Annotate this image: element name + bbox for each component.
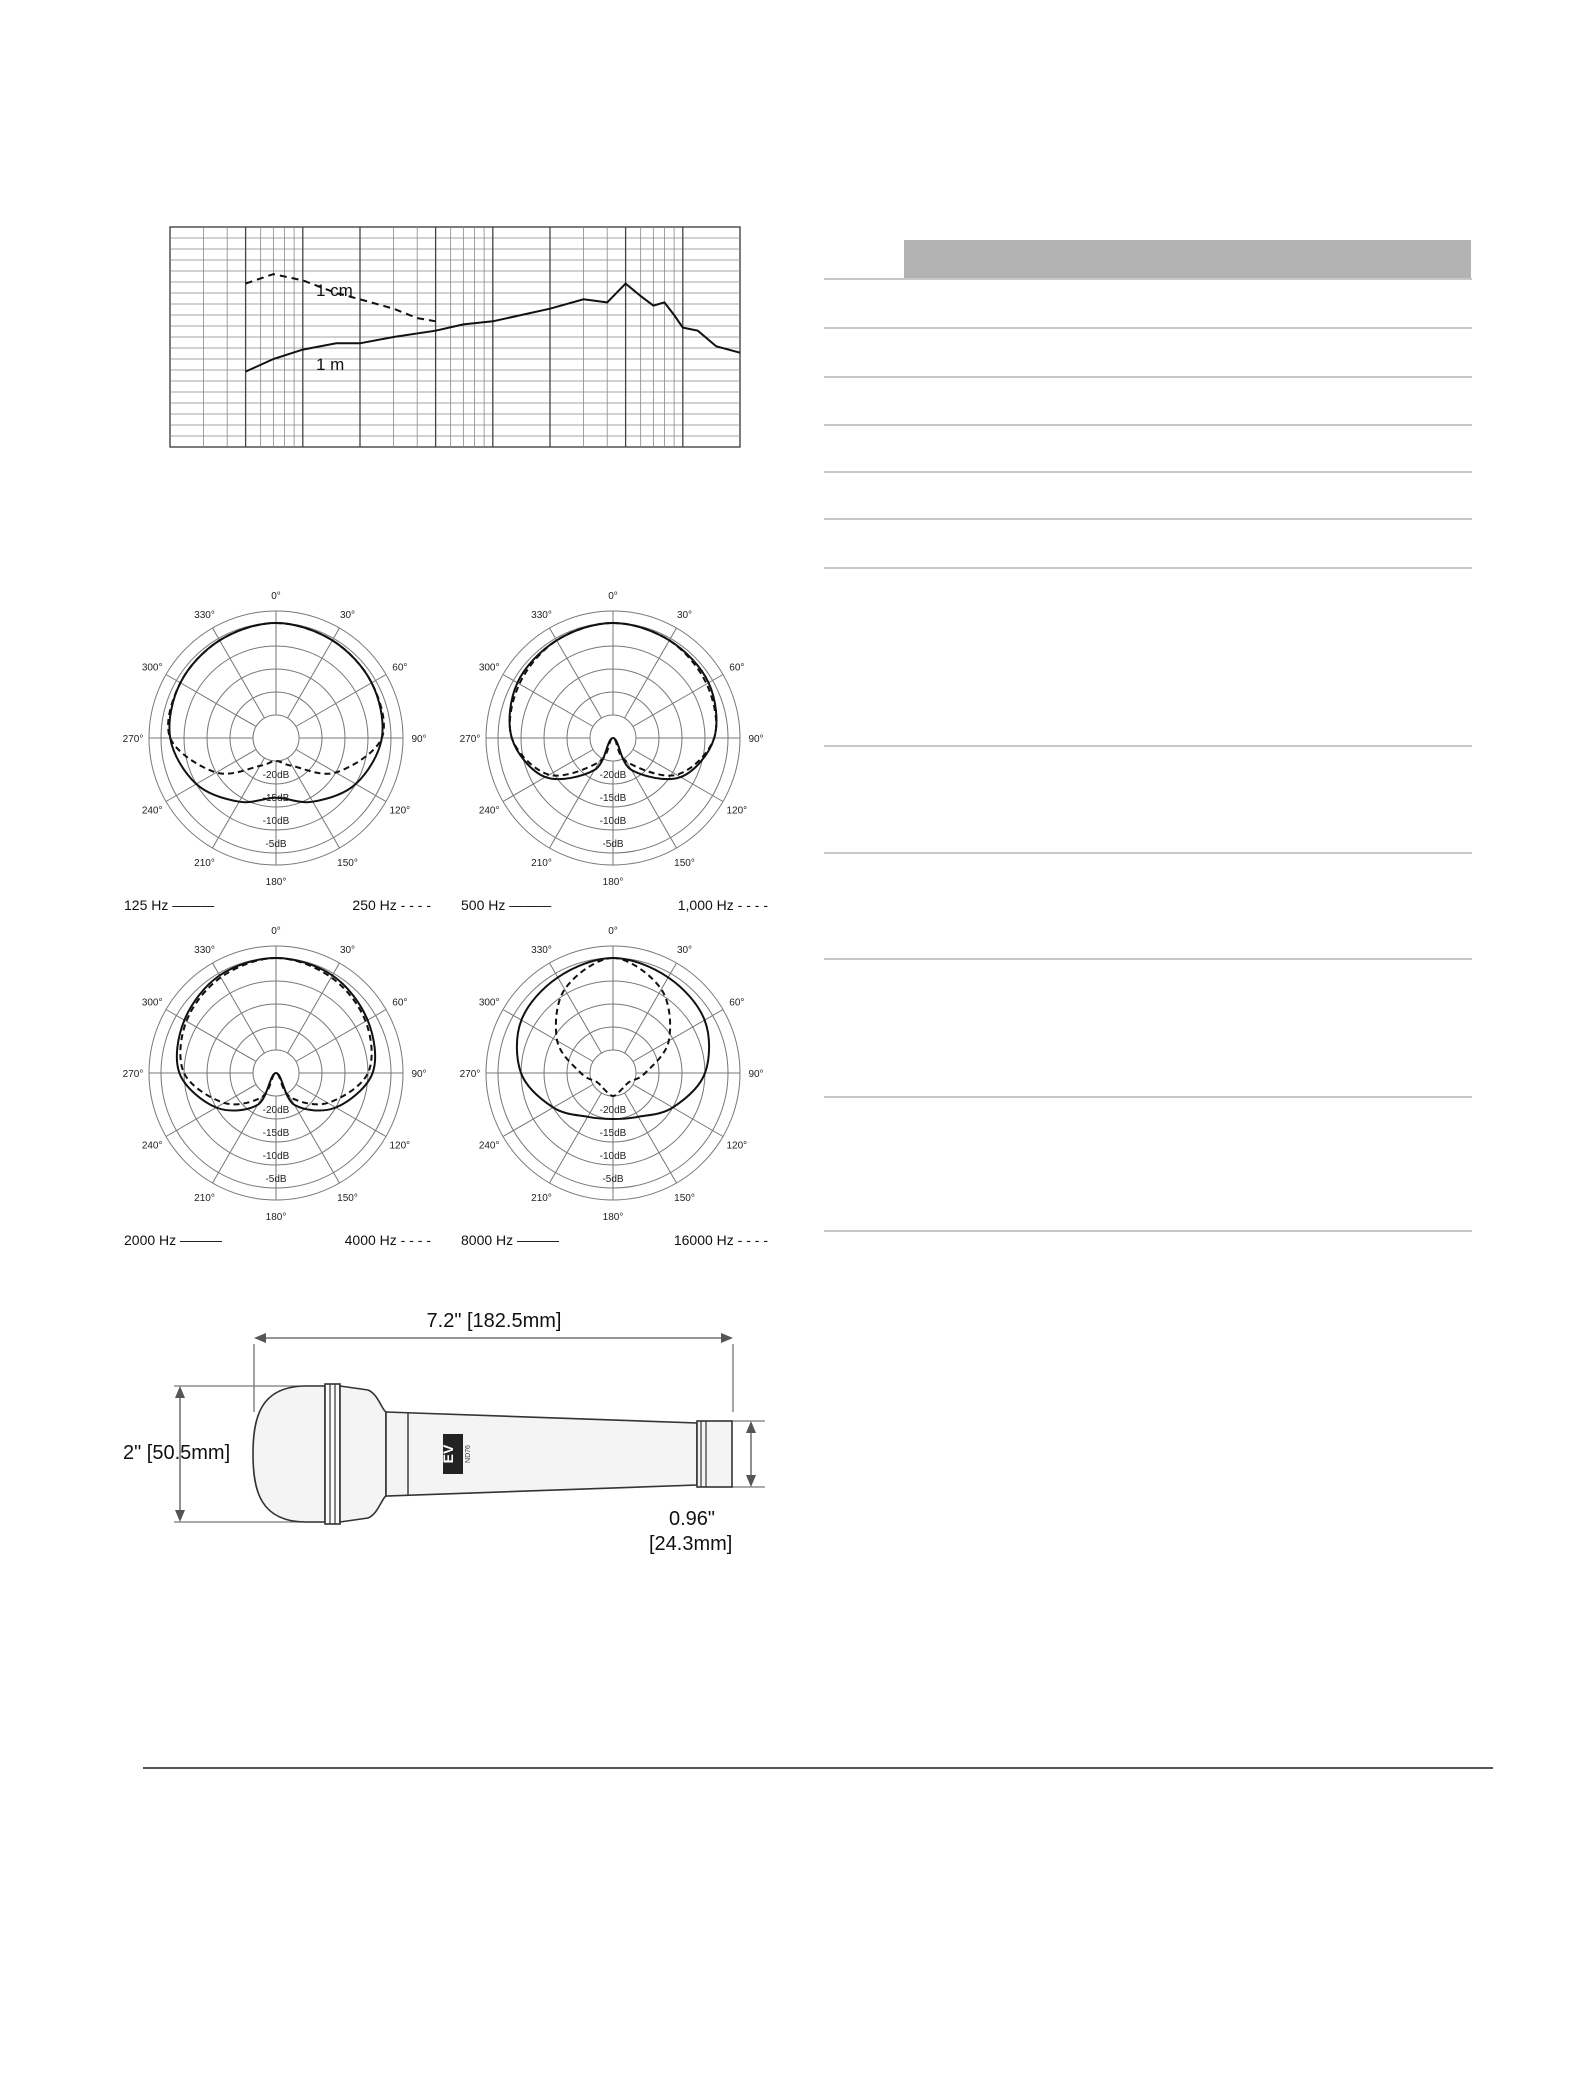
polar-angle-label: 60°	[729, 662, 745, 674]
svg-text:ND76: ND76	[465, 1445, 472, 1463]
polar-ring	[590, 1050, 636, 1096]
polar-angle-label: 210°	[531, 1192, 552, 1204]
polar-db-label: -10dB	[599, 816, 627, 827]
polar-angle-label: 60°	[392, 997, 408, 1009]
polar-angle-label: 90°	[411, 734, 427, 745]
spec-table-rule	[824, 958, 1472, 960]
polar-legend-dashed: 4000 Hz - - - -	[344, 1232, 431, 1245]
polar-db-label: -20dB	[262, 1105, 290, 1116]
polar-angle-label: 90°	[748, 734, 764, 745]
polar-spoke	[625, 628, 677, 718]
polar-db-label: -10dB	[262, 816, 290, 827]
spec-table-rule	[824, 376, 1472, 378]
polar-db-label: -5dB	[602, 1174, 624, 1185]
polar-spoke	[503, 675, 593, 727]
polar-angle-label: 120°	[726, 1140, 748, 1152]
polar-angle-label: 180°	[265, 1212, 287, 1223]
polar-angle-label: 150°	[674, 1192, 695, 1204]
polar-angle-label: 60°	[392, 662, 408, 674]
polar-db-label: -15dB	[599, 1128, 627, 1139]
handle-diameter-mm-label: [24.3mm]	[649, 1533, 733, 1555]
polar-spoke	[213, 628, 265, 718]
microphone-grille	[253, 1386, 325, 1522]
curve-label-1m: 1 m	[316, 355, 345, 374]
polar-angle-label: 210°	[194, 1192, 215, 1204]
polar-angle-label: 330°	[194, 610, 215, 622]
polar-spoke	[503, 1085, 593, 1137]
polar-charts	[120, 585, 770, 1245]
microphone-grille-ring	[325, 1384, 340, 1524]
head-diameter-label: 2" [50.5mm]	[123, 1442, 231, 1464]
polar-db-label: -20dB	[262, 770, 290, 781]
polar-db-label: -5dB	[265, 1174, 287, 1185]
polar-angle-label: 120°	[726, 805, 748, 817]
polar-angle-label: 120°	[389, 805, 411, 817]
polar-angle-label: 30°	[676, 610, 693, 622]
polar-angle-label: 90°	[411, 1069, 427, 1080]
polar-angle-label: 240°	[478, 1140, 500, 1152]
microphone-handle	[386, 1412, 697, 1496]
polar-angle-label: 30°	[339, 610, 356, 622]
polar-spoke	[633, 675, 723, 727]
polar-db-label: -15dB	[262, 1128, 290, 1139]
polar-angle-label: 0°	[608, 591, 618, 602]
polar-angle-label: 30°	[676, 945, 693, 957]
polar-angle-label: 0°	[271, 591, 281, 602]
polar-spoke	[288, 628, 340, 718]
footer-divider	[143, 1767, 1493, 1769]
microphone-dimension-drawing	[110, 1300, 770, 1570]
polar-angle-label: 150°	[337, 1192, 358, 1204]
curve-label-1cm: 1 cm	[316, 281, 353, 300]
polar-spoke	[288, 963, 340, 1053]
spec-table-rule	[824, 518, 1472, 520]
polar-chart	[460, 591, 769, 913]
frequency-response-grid	[170, 227, 740, 447]
polar-db-label: -15dB	[599, 793, 627, 804]
spec-table-rule	[824, 1096, 1472, 1098]
polar-angle-label: 240°	[141, 1140, 163, 1152]
spec-table-rule	[824, 567, 1472, 569]
polar-angle-label: 300°	[478, 662, 500, 674]
polar-angle-label: 120°	[389, 1140, 411, 1152]
polar-angle-label: 270°	[122, 1069, 144, 1080]
polar-angle-label: 30°	[339, 945, 356, 957]
polar-angle-label: 60°	[729, 997, 745, 1009]
polar-spoke	[625, 1093, 677, 1183]
polar-angle-label: 330°	[531, 610, 552, 622]
polar-angle-label: 330°	[531, 945, 552, 957]
polar-angle-label: 0°	[608, 926, 618, 937]
polar-spoke	[550, 628, 602, 718]
polar-spoke	[166, 675, 256, 727]
polar-angle-label: 240°	[141, 805, 163, 817]
spec-table-rule	[824, 278, 1472, 280]
svg-text:EV: EV	[440, 1444, 456, 1464]
polar-legend-dashed: 250 Hz - - - -	[352, 897, 431, 913]
polar-angle-label: 90°	[748, 1069, 764, 1080]
polar-angle-label: 270°	[459, 734, 481, 745]
length-dimension-label: 7.2" [182.5mm]	[426, 1310, 562, 1332]
frequency-response-chart	[160, 215, 760, 460]
polar-legend-solid: 2000 Hz ———	[124, 1232, 223, 1245]
polar-spoke	[288, 758, 340, 848]
polar-angle-label: 240°	[478, 805, 500, 817]
polar-angle-label: 210°	[194, 857, 215, 869]
polar-angle-label: 0°	[271, 926, 281, 937]
polar-legend-solid: 125 Hz ———	[124, 897, 215, 913]
polar-db-label: -20dB	[599, 770, 627, 781]
polar-angle-label: 180°	[602, 877, 624, 888]
polar-angle-label: 150°	[674, 857, 695, 869]
spec-table-rule	[824, 852, 1472, 854]
spec-table-rule	[824, 424, 1472, 426]
polar-angle-label: 300°	[478, 997, 500, 1009]
polar-chart	[460, 926, 769, 1245]
polar-db-label: -5dB	[602, 839, 624, 850]
spec-table-rule	[824, 1230, 1472, 1232]
polar-legend-solid: 500 Hz ———	[461, 897, 552, 913]
polar-angle-label: 210°	[531, 857, 552, 869]
polar-ring	[253, 715, 299, 761]
polar-angle-label: 300°	[141, 662, 163, 674]
polar-spoke	[550, 1093, 602, 1183]
polar-angle-label: 330°	[194, 945, 215, 957]
polar-db-label: -10dB	[262, 1151, 290, 1162]
spec-table-rule	[824, 327, 1472, 329]
handle-diameter-label: 0.96"	[669, 1508, 716, 1530]
polar-spoke	[296, 675, 386, 727]
microphone-body	[253, 1384, 732, 1524]
polar-angle-label: 180°	[265, 877, 287, 888]
polar-angle-label: 150°	[337, 857, 358, 869]
polar-chart	[123, 926, 432, 1245]
polar-db-label: -10dB	[599, 1151, 627, 1162]
polar-legend-dashed: 1,000 Hz - - - -	[677, 897, 768, 913]
polar-chart-group	[120, 585, 770, 1245]
polar-legend-solid: 8000 Hz ———	[461, 1232, 560, 1245]
microphone-end-cap	[697, 1421, 732, 1487]
polar-angle-label: 180°	[602, 1212, 624, 1223]
polar-angle-label: 270°	[122, 734, 144, 745]
spec-table-rule	[824, 471, 1472, 473]
polar-angle-label: 270°	[459, 1069, 481, 1080]
polar-legend-dashed: 16000 Hz - - - -	[673, 1232, 768, 1245]
spec-table-rule	[824, 745, 1472, 747]
polar-spoke	[633, 1085, 723, 1137]
polar-db-label: -5dB	[265, 839, 287, 850]
polar-db-label: -20dB	[599, 1105, 627, 1116]
polar-angle-label: 300°	[141, 997, 163, 1009]
spec-table-header	[904, 240, 1471, 279]
polar-spoke	[213, 963, 265, 1053]
polar-chart	[123, 591, 432, 913]
polar-db-label: -15dB	[262, 793, 290, 804]
